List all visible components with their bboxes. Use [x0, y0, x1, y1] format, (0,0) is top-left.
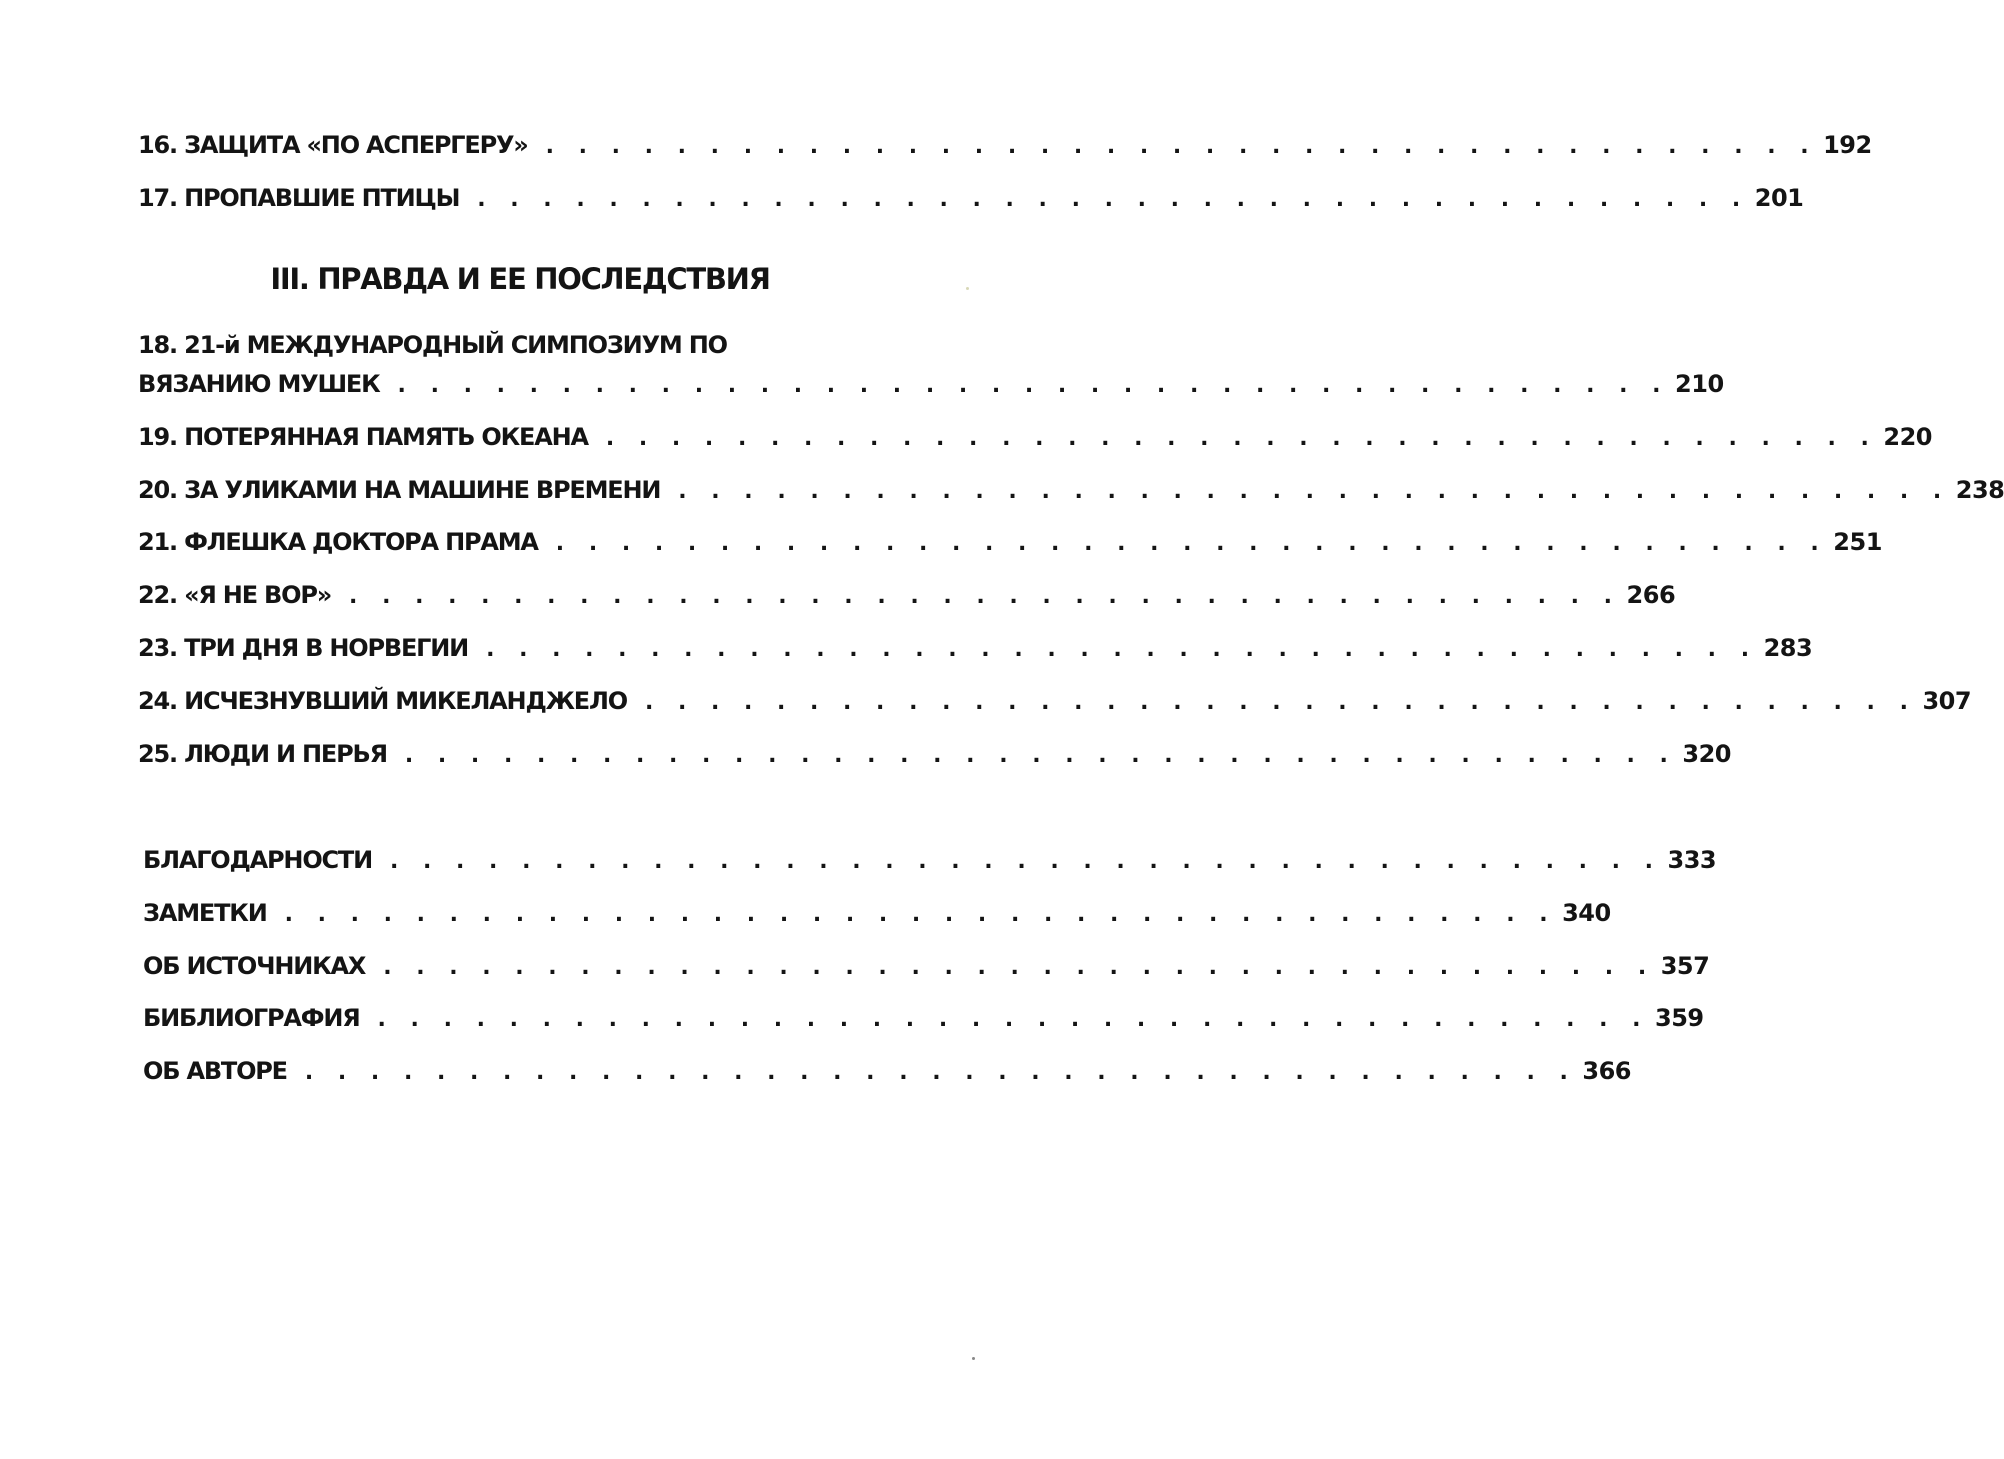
toc-entry-title: ОБ АВТОРЕ	[143, 1057, 287, 1085]
scan-speck	[972, 1357, 975, 1360]
part-heading: III. ПРАВДА И ЕЕ ПОСЛЕДСТВИЯ	[270, 262, 770, 296]
toc-entry-page: 201	[1754, 184, 1804, 212]
toc-entry-title: БЛАГОДАРНОСТИ	[143, 846, 372, 874]
leader-dots: . . . . . . . . . . . . . . . . . . . . . . . . . . . . . . . . . . . . . . .	[377, 1007, 1650, 1032]
leader-dots: . . . . . . . . . . . . . . . . . . . . . . . . . . . . . . . . . . . . . . .	[349, 584, 1621, 609]
toc-entry	[138, 681, 1972, 721]
leader-dots: . . . . . . . . . . . . . . . . . . . . . . . . . . . . . . . . . . . . . . .	[284, 902, 1557, 927]
toc-entry-page: 320	[1682, 740, 1731, 768]
leader-dots: . . . . . . . . . . . . . . . . . . . . . . . . . . . . . . . . . . . . . . .	[644, 690, 1917, 715]
leader-dots: . . . . . . . . . . . . . . . . . . . . . . . . . . . . . . . . . . . . . . .	[397, 373, 1670, 398]
toc-entry-page: 307	[1922, 687, 1972, 715]
toc-entry	[143, 893, 1611, 933]
toc-entry	[138, 734, 1731, 774]
toc-entry-page: 283	[1763, 634, 1813, 662]
toc-entry	[143, 998, 1704, 1038]
toc-entry-page: 266	[1626, 581, 1676, 609]
leader-dots: . . . . . . . . . . . . . . . . . . . . . . . . . . . . . . . . . . . . . . .	[390, 849, 1662, 874]
toc-entry	[138, 364, 1724, 404]
toc-entry-title: 23. ТРИ ДНЯ В НОРВЕГИИ	[138, 634, 469, 662]
toc-entry	[138, 628, 1813, 668]
toc-entry	[138, 575, 1676, 615]
toc-entry	[143, 840, 1717, 880]
toc-entry-title: 16. ЗАЩИТА «ПО АСПЕРГЕРУ»	[138, 131, 528, 159]
toc-entry-title: БИБЛИОГРАФИЯ	[143, 1004, 360, 1032]
toc-entry	[143, 946, 1710, 986]
scan-speck	[966, 287, 969, 290]
leader-dots: . . . . . . . . . . . . . . . . . . . . . . . . . . . . . . . . . . . . . . .	[678, 479, 1950, 504]
toc-entry-page: 340	[1562, 899, 1611, 927]
toc-entry	[138, 417, 1932, 457]
toc-entry-page: 220	[1883, 423, 1932, 451]
leader-dots: . . . . . . . . . . . . . . . . . . . . . . . . . . . . . . . . . . . . . . .	[304, 1060, 1577, 1085]
leader-dots: . . . . . . . . . . . . . . . . . . . . . . . . . . . . . . . . . . . . . . .	[545, 134, 1818, 159]
toc-entry-page: 359	[1655, 1004, 1704, 1032]
toc-entry-title: 17. ПРОПАВШИЕ ПТИЦЫ	[138, 184, 460, 212]
toc-entry-page: 192	[1823, 131, 1872, 159]
toc-entry	[138, 522, 1882, 562]
toc-entry-title-line1: 18. 21-й МЕЖДУНАРОДНЫЙ СИМПОЗИУМ ПО	[138, 331, 727, 359]
leader-dots: . . . . . . . . . . . . . . . . . . . . . . . . . . . . . . . . . . . . . . .	[605, 426, 1878, 451]
toc-entry-page: 333	[1667, 846, 1717, 874]
leader-dots: . . . . . . . . . . . . . . . . . . . . . . . . . . . . . . . . . . . . . . .	[486, 637, 1758, 662]
leader-dots: . . . . . . . . . . . . . . . . . . . . . . . . . . . . . . . . . . . . . . .	[404, 743, 1677, 768]
leader-dots: . . . . . . . . . . . . . . . . . . . . . . . . . . . . . . . . . . . . . . .	[477, 187, 1749, 212]
toc-entry-page: 210	[1675, 370, 1724, 398]
toc-entry-title: ЗАМЕТКИ	[143, 899, 267, 927]
toc-entry-title: 25. ЛЮДИ И ПЕРЬЯ	[138, 740, 387, 768]
toc-entry-page: 366	[1582, 1057, 1631, 1085]
toc-entry-title: 24. ИСЧЕЗНУВШИЙ МИКЕЛАНДЖЕЛО	[138, 687, 627, 715]
toc-entry	[138, 470, 2004, 510]
leader-dots: . . . . . . . . . . . . . . . . . . . . . . . . . . . . . . . . . . . . . . .	[555, 531, 1828, 556]
toc-entry-title-line2: ВЯЗАНИЮ МУШЕК	[138, 370, 380, 398]
toc-entry-title: 21. ФЛЕШКА ДОКТОРА ПРАМА	[138, 528, 538, 556]
leader-dots: . . . . . . . . . . . . . . . . . . . . . . . . . . . . . . . . . . . . . . .	[383, 955, 1655, 980]
toc-entry	[138, 125, 1872, 165]
toc-entry-page: 357	[1660, 952, 1710, 980]
toc-entry-page: 251	[1833, 528, 1882, 556]
toc-entry-page: 238	[1955, 476, 2004, 504]
toc-entry-title: 20. ЗА УЛИКАМИ НА МАШИНЕ ВРЕМЕНИ	[138, 476, 661, 504]
toc-entry-title: 19. ПОТЕРЯННАЯ ПАМЯТЬ ОКЕАНА	[138, 423, 588, 451]
toc-entry	[143, 1051, 1631, 1091]
toc-entry-title: 22. «Я НЕ ВОР»	[138, 581, 332, 609]
toc-entry	[138, 178, 1804, 218]
toc-entry-title: ОБ ИСТОЧНИКАХ	[143, 952, 366, 980]
